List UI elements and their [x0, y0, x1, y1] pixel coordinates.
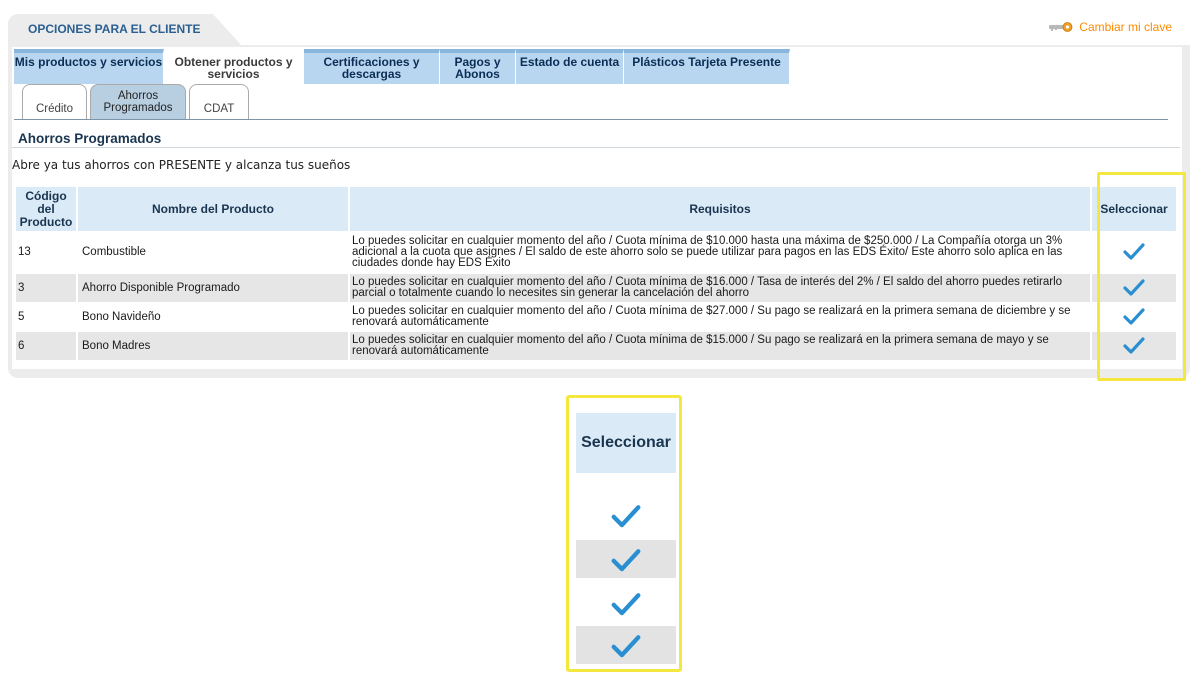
zoom-row — [576, 626, 676, 664]
product-name: Bono Navideño — [82, 310, 161, 323]
table-row — [16, 274, 1176, 302]
subtab-credito[interactable]: Crédito — [22, 84, 87, 120]
intro-text: Abre ya tus ahorros con PRESENTE y alcanza tus sueños — [12, 158, 351, 172]
select-column-zoom — [566, 395, 682, 672]
change-password-label[interactable]: Cambiar mi clave — [1079, 20, 1172, 34]
product-code: 6 — [16, 332, 76, 360]
header-code: Código del Producto — [16, 187, 76, 231]
sub-tab-bar — [22, 84, 249, 120]
main-tab-bar — [14, 49, 790, 84]
product-name: Bono Madres — [78, 332, 348, 360]
section-divider — [12, 147, 1180, 148]
subtab-cdat[interactable]: CDAT — [189, 84, 249, 120]
product-name: Ahorro Disponible Programado — [78, 274, 348, 302]
tab-certificaciones[interactable]: Certificaciones y descargas — [304, 49, 440, 84]
checkmark-icon[interactable] — [611, 633, 641, 658]
checkmark-icon[interactable] — [611, 591, 641, 616]
product-requirements: Lo puedes solicitar en cualquier momento del año / Cuota mínima de $10.000 hasta una máxima de $250.000 / La Compañía otorga un 3% adicional a la cuota que asignes / El saldo de este ahorro solo se puede utilizar para pagos en las EDS Éxito/ Este ahorro solo aplica en las ciudades donde hay EDS Éxito — [352, 235, 1063, 269]
header-select: Seleccionar — [1092, 187, 1176, 231]
table-row — [16, 302, 1176, 332]
select-column-highlight — [1097, 172, 1186, 381]
tab-mis-productos[interactable]: Mis productos y servicios — [14, 49, 164, 84]
subtab-divider — [14, 119, 1168, 120]
page-title: OPCIONES PARA EL CLIENTE — [28, 22, 201, 36]
change-password-link[interactable] — [1049, 20, 1172, 34]
key-icon — [1049, 22, 1073, 32]
zoom-row — [576, 540, 676, 578]
products-table — [14, 187, 1178, 360]
tab-estado-cuenta[interactable]: Estado de cuenta — [516, 49, 624, 84]
table-row — [16, 231, 1176, 274]
table-header-row — [16, 187, 1176, 231]
tab-pagos-abonos[interactable]: Pagos y Abonos — [440, 49, 516, 84]
product-requirements: Lo puedes solicitar en cualquier momento del año / Cuota mínima de $27.000 / Su pago se realizará en la primera semana de diciembre y se renovará automáticamente — [352, 305, 1071, 328]
tab-obtener-productos[interactable]: Obtener productos y servicios — [164, 49, 304, 84]
header-requirements: Requisitos — [350, 187, 1090, 231]
checkmark-icon[interactable] — [611, 503, 641, 528]
product-code: 13 — [18, 246, 31, 258]
tab-plasticos-tarjeta[interactable]: Plásticos Tarjeta Presente — [624, 49, 790, 84]
product-requirements: Lo puedes solicitar en cualquier momento del año / Cuota mínima de $15.000 / Su pago se realizará en la primera semana de mayo y se renovará automáticamente — [350, 332, 1090, 360]
product-code: 5 — [18, 310, 25, 323]
table-row — [16, 332, 1176, 360]
product-code: 3 — [16, 274, 76, 302]
product-name: Combustible — [82, 246, 146, 258]
checkmark-icon[interactable] — [611, 547, 641, 572]
subtab-ahorros-programados[interactable]: Ahorros Programados — [90, 84, 186, 120]
product-requirements: Lo puedes solicitar en cualquier momento del año / Cuota mínima de $16.000 / Tasa de interés del 2% / El saldo del ahorro puedes retirarlo parcial o totalmente cuando lo necesites sin generar la cancelación del ahorro — [350, 274, 1090, 302]
zoom-header-select: Seleccionar — [576, 413, 676, 473]
header-name: Nombre del Producto — [78, 187, 348, 231]
zoom-row — [576, 494, 676, 536]
section-title: Ahorros Programados — [18, 131, 162, 146]
zoom-row — [576, 582, 676, 624]
